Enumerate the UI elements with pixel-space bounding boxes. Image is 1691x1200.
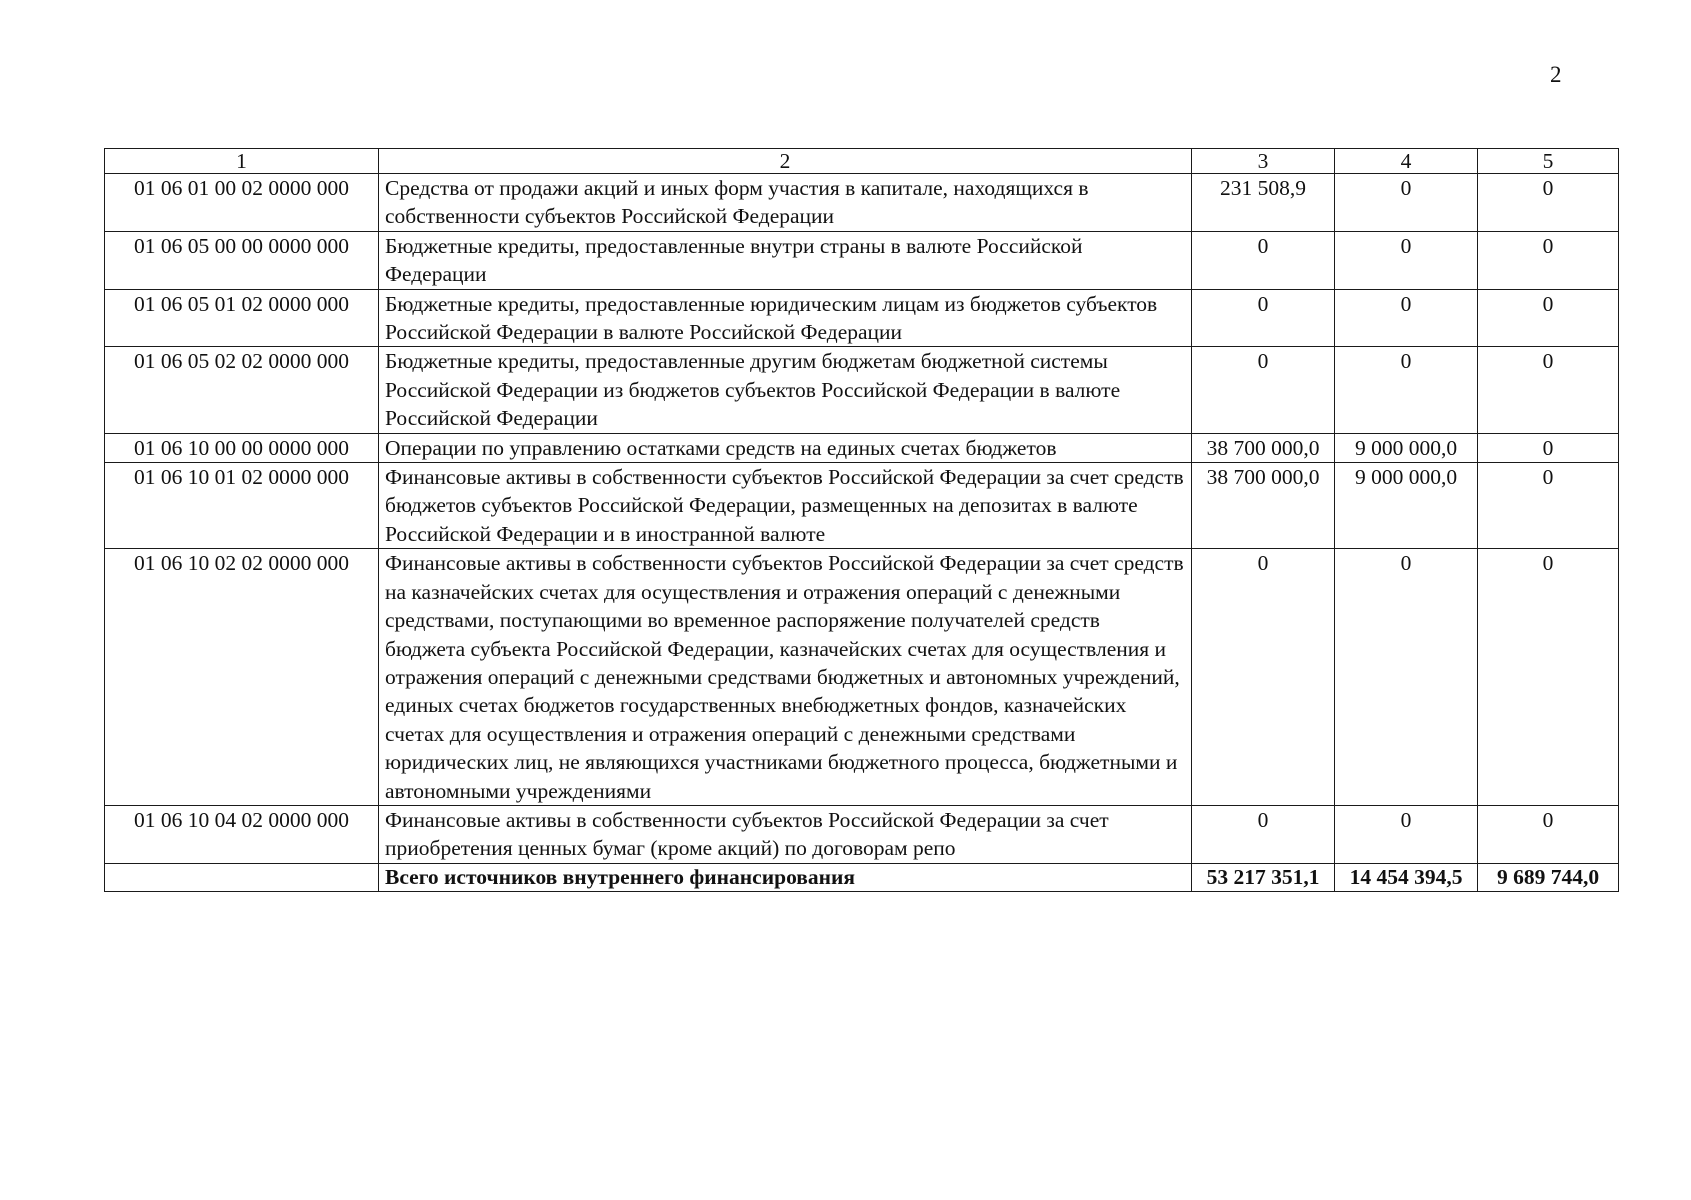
budget-code: 01 06 05 01 02 0000 000 [105,289,379,347]
amount-col4: 0 [1335,231,1478,289]
amount-col3: 38 700 000,0 [1192,433,1335,462]
source-name: Финансовые активы в собственности субъектов Российской Федерации за счет средств на казначейских счетах для осуществления и отражения операций с денежными средствами, поступающими во временное распоряжение получателей средств бюджета субъекта Российской Федерации, казначейских счетах для осуществления и отражения операций с денежными средствами бюджетных и автономных учреждений, единых счетах бюджетов государственных внебюджетных фондов, казначейских счетах для осуществления и отражения операций с денежными средствами юридических лиц, не являющихся участниками бюджетного процесса, бюджетными и автономными учреждениями [379,549,1192,806]
amount-col4: 9 000 000,0 [1335,433,1478,462]
source-name: Финансовые активы в собственности субъектов Российской Федерации за счет средств бюджетов субъектов Российской Федерации, размещенных на депозитах в валюте Российской Федерации и в иностранной валюте [379,463,1192,549]
source-name: Финансовые активы в собственности субъектов Российской Федерации за счет приобретения ценных бумаг (кроме акций) по договорам репо [379,805,1192,863]
column-number-5: 5 [1478,149,1619,174]
amount-col5: 0 [1478,463,1619,549]
budget-code: 01 06 10 02 02 0000 000 [105,549,379,806]
amount-col3: 0 [1192,549,1335,806]
amount-col5: 0 [1478,549,1619,806]
amount-col3: 231 508,9 [1192,174,1335,232]
amount-col4: 0 [1335,549,1478,806]
source-name: Бюджетные кредиты, предоставленные внутри страны в валюте Российской Федерации [379,231,1192,289]
amount-col5: 0 [1478,231,1619,289]
amount-col4: 0 [1335,289,1478,347]
amount-col4: 0 [1335,174,1478,232]
amount-col5: 0 [1478,805,1619,863]
budget-code: 01 06 05 02 02 0000 000 [105,347,379,433]
table-row [105,549,1619,806]
amount-col5: 0 [1478,174,1619,232]
total-code [105,863,379,891]
amount-col5: 0 [1478,433,1619,462]
source-name: Бюджетные кредиты, предоставленные юридическим лицам из бюджетов субъектов Российской Федерации в валюте Российской Федерации [379,289,1192,347]
table-row [105,463,1619,549]
amount-col3: 0 [1192,805,1335,863]
source-name: Бюджетные кредиты, предоставленные другим бюджетам бюджетной системы Российской Федерации из бюджетов субъектов Российской Федерации в валюте Российской Федерации [379,347,1192,433]
budget-code: 01 06 05 00 00 0000 000 [105,231,379,289]
table-row [105,289,1619,347]
column-number-2: 2 [379,149,1192,174]
amount-col3: 38 700 000,0 [1192,463,1335,549]
table-row [105,805,1619,863]
table-row [105,231,1619,289]
amount-col5: 0 [1478,289,1619,347]
amount-col3: 0 [1192,231,1335,289]
column-number-1: 1 [105,149,379,174]
budget-code: 01 06 10 00 00 0000 000 [105,433,379,462]
source-name: Операции по управлению остатками средств на единых счетах бюджетов [379,433,1192,462]
total-row [105,863,1619,891]
table-row [105,347,1619,433]
financing-sources-table [104,148,1619,892]
total-col5: 9 689 744,0 [1478,863,1619,891]
column-number-4: 4 [1335,149,1478,174]
column-number-3: 3 [1192,149,1335,174]
budget-code: 01 06 10 04 02 0000 000 [105,805,379,863]
amount-col5: 0 [1478,347,1619,433]
amount-col4: 9 000 000,0 [1335,463,1478,549]
table-row [105,174,1619,232]
table-row [105,433,1619,462]
total-col4: 14 454 394,5 [1335,863,1478,891]
amount-col3: 0 [1192,347,1335,433]
source-name: Средства от продажи акций и иных форм участия в капитале, находящихся в собственности субъектов Российской Федерации [379,174,1192,232]
total-col3: 53 217 351,1 [1192,863,1335,891]
amount-col4: 0 [1335,347,1478,433]
budget-code: 01 06 01 00 02 0000 000 [105,174,379,232]
amount-col4: 0 [1335,805,1478,863]
page-number: 2 [1550,62,1562,87]
amount-col3: 0 [1192,289,1335,347]
budget-code: 01 06 10 01 02 0000 000 [105,463,379,549]
total-label: Всего источников внутреннего финансирования [379,863,1192,891]
column-number-row [105,149,1619,174]
